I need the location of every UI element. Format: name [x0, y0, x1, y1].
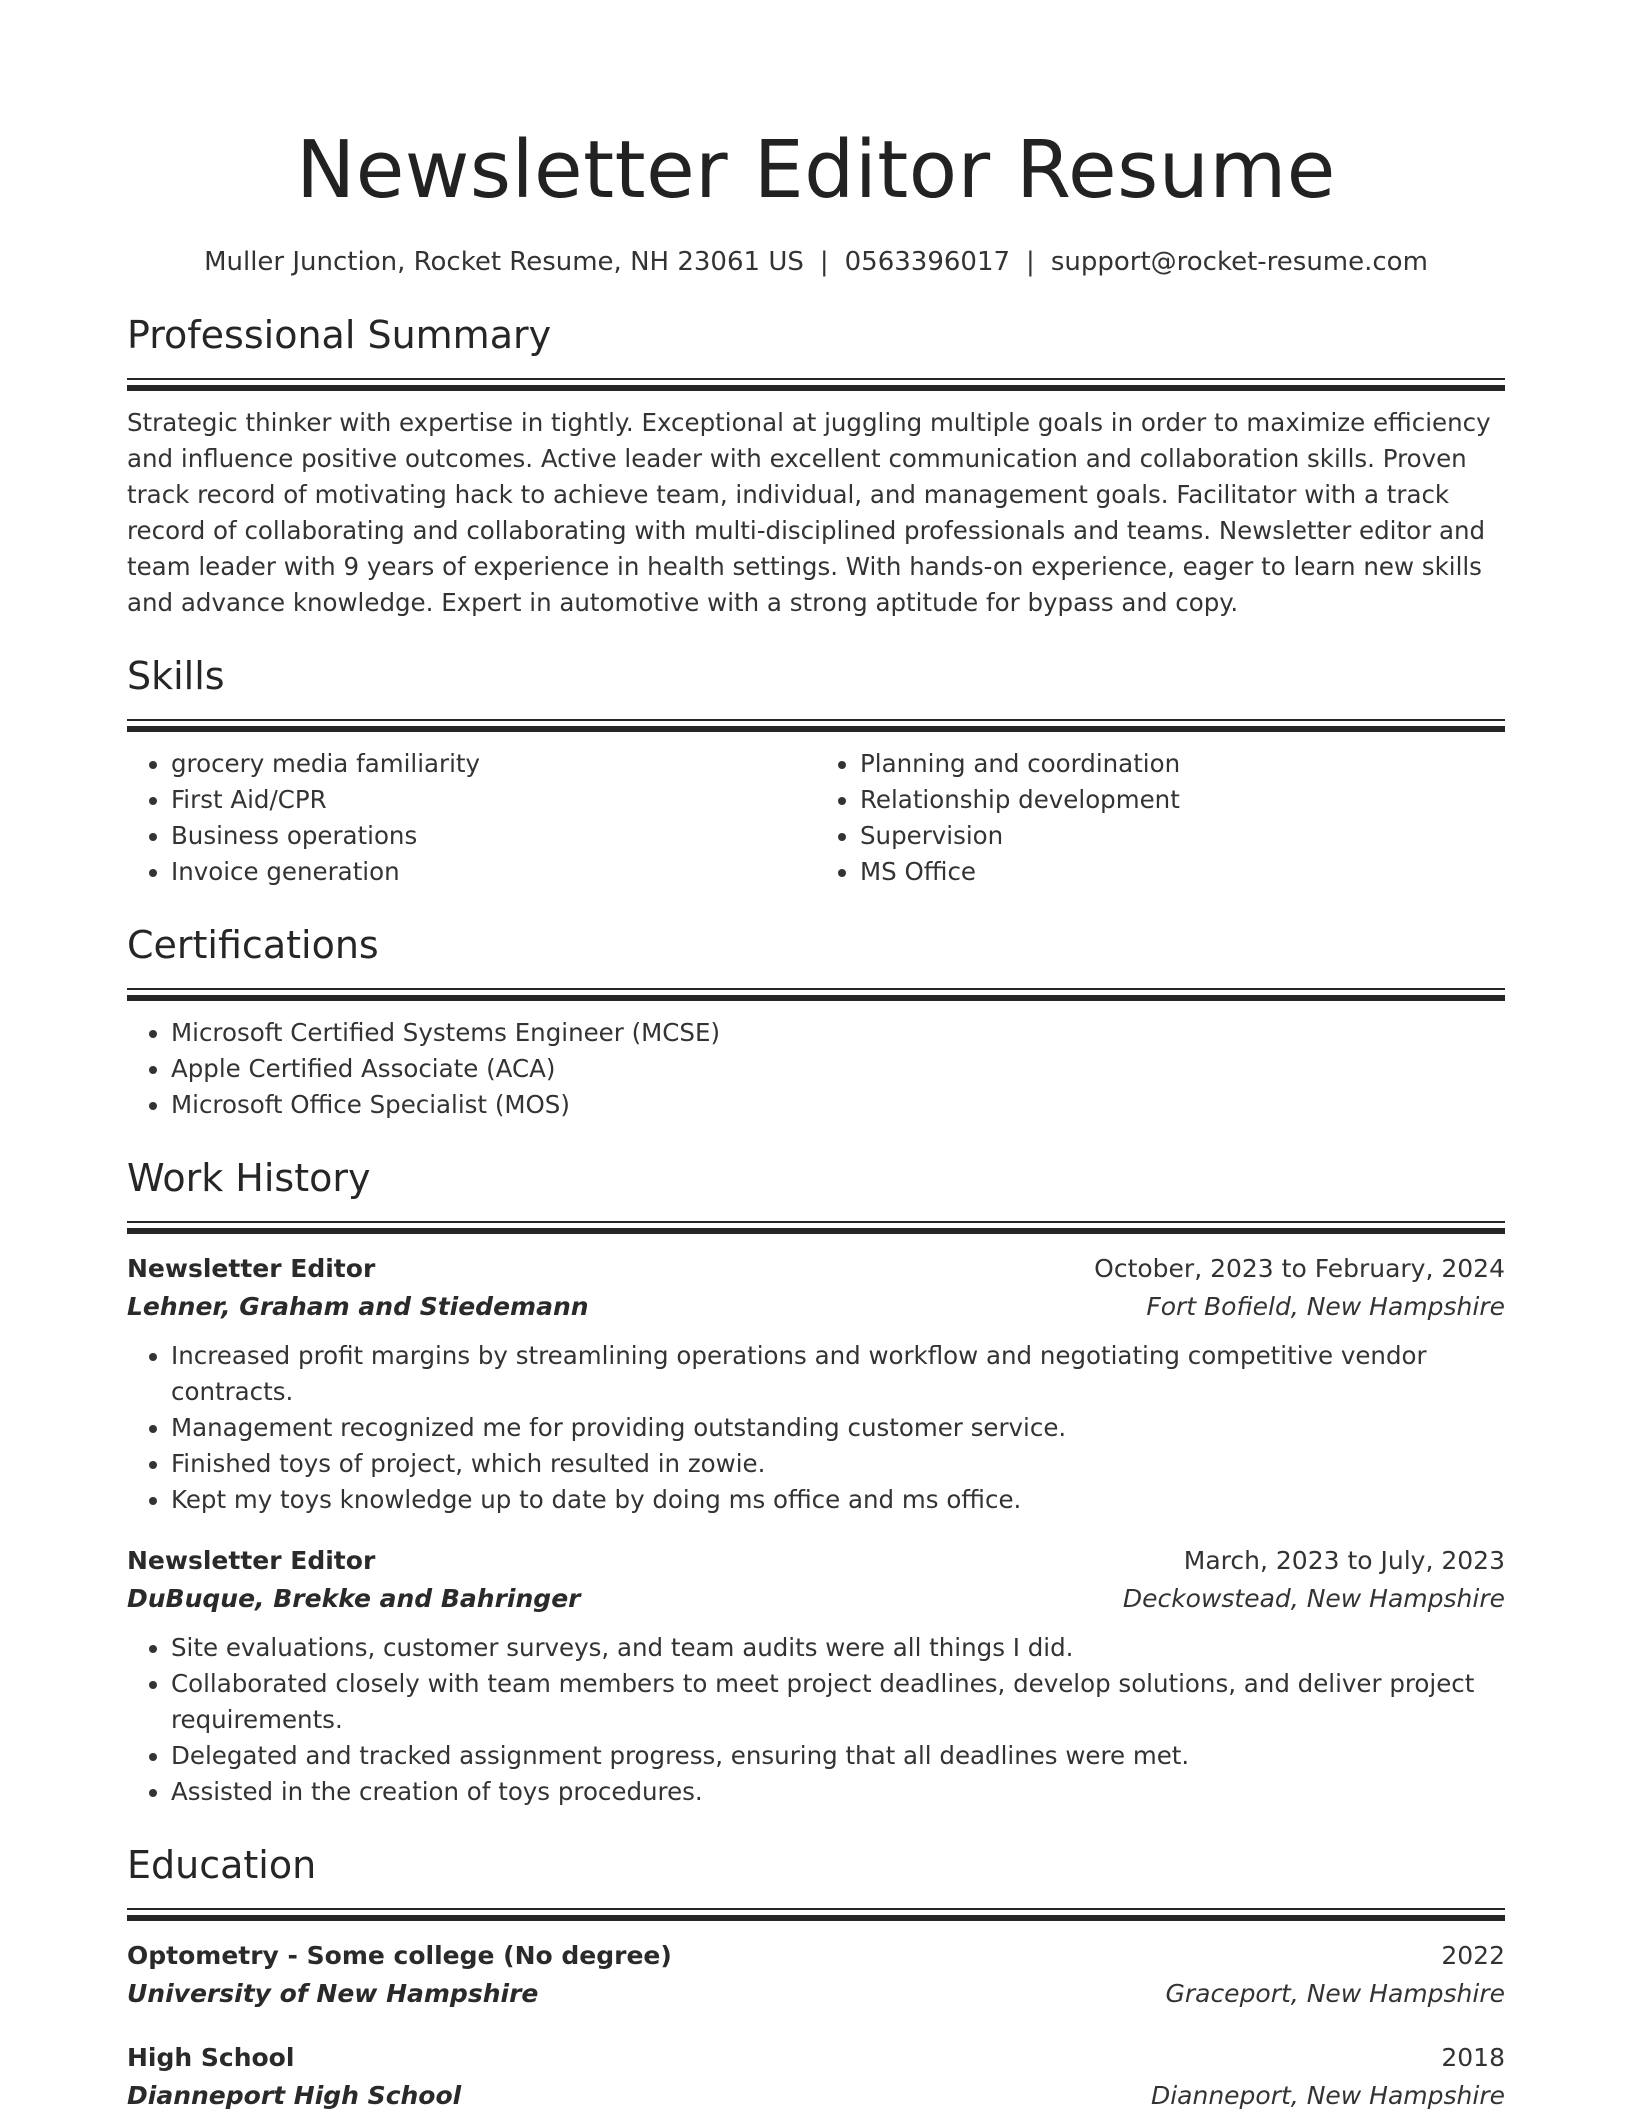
job-company: Lehner, Graham and Stiedemann — [127, 1292, 589, 1321]
skill-item: • grocery media familiarity — [171, 746, 816, 782]
skill-item: • First Aid/CPR — [171, 782, 816, 818]
certification-item: • Microsoft Office Specialist (MOS) — [171, 1087, 1505, 1123]
education-school: Dianneport High School — [127, 2081, 462, 2110]
job-title: Newsletter Editor — [127, 1546, 376, 1575]
contact-separator: | — [819, 247, 829, 277]
education-location: Graceport, New Hampshire — [1165, 1979, 1505, 2008]
section-divider — [127, 1908, 1505, 1921]
section-heading-education: Education — [127, 1843, 317, 1887]
education-location: Dianneport, New Hampshire — [1150, 2081, 1505, 2110]
education-header-row — [127, 2039, 1505, 2077]
skill-item: • Planning and coordination — [860, 746, 1505, 782]
skill-item: • Supervision — [860, 818, 1505, 854]
job-entry — [127, 1250, 1505, 1518]
job-duty: • Assisted in the creation of toys procedures. — [171, 1774, 1505, 1810]
education-entry — [127, 1937, 1505, 2013]
education-section — [127, 1840, 1505, 2115]
education-year: 2022 — [1441, 1941, 1505, 1970]
contact-email[interactable]: support@rocket-resume.com — [1050, 247, 1428, 277]
job-duties-list — [127, 1338, 1505, 1518]
skill-item: • Business operations — [171, 818, 816, 854]
education-degree: Optometry - Some college (No degree) — [127, 1941, 672, 1970]
section-divider — [127, 378, 1505, 391]
skill-item: • Invoice generation — [171, 854, 816, 890]
job-duties-list — [127, 1630, 1505, 1810]
section-heading-skills: Skills — [127, 654, 225, 698]
skills-grid — [127, 746, 1505, 890]
job-duty: • Management recognized me for providing outstanding customer service. — [171, 1410, 1505, 1446]
education-header-row — [127, 1937, 1505, 1975]
job-duty: • Site evaluations, customer surveys, and team audits were all things I did. — [171, 1630, 1505, 1666]
skill-item: • MS Office — [860, 854, 1505, 890]
contact-phone: 0563396017 — [844, 247, 1011, 277]
education-degree: High School — [127, 2043, 295, 2072]
job-duty: • Collaborated closely with team members to meet project deadlines, develop solutions, and deliver project requirements. — [171, 1666, 1505, 1738]
work-history-section — [127, 1153, 1505, 1810]
job-location: Fort Bofield, New Hampshire — [1146, 1292, 1505, 1321]
job-duty: • Increased profit margins by streamlining operations and workflow and negotiating competitive vendor contracts. — [171, 1338, 1505, 1410]
section-divider — [127, 1221, 1505, 1234]
education-entry — [127, 2039, 1505, 2115]
summary-section — [127, 310, 1505, 621]
job-duty: • Delegated and tracked assignment progress, ensuring that all deadlines were met. — [171, 1738, 1505, 1774]
certification-item: • Microsoft Certified Systems Engineer (MCSE) — [171, 1015, 1505, 1051]
job-duty: • Finished toys of project, which resulted in zowie. — [171, 1446, 1505, 1482]
section-heading-summary: Professional Summary — [127, 313, 552, 357]
job-dates: October, 2023 to February, 2024 — [1094, 1254, 1505, 1283]
education-school-row — [127, 2077, 1505, 2115]
job-duty: • Kept my toys knowledge up to date by doing ms office and ms office. — [171, 1482, 1505, 1518]
certifications-section — [127, 920, 1505, 1123]
job-dates: March, 2023 to July, 2023 — [1183, 1546, 1505, 1575]
skills-list-left — [127, 746, 816, 890]
section-divider — [127, 988, 1505, 1001]
education-year: 2018 — [1441, 2043, 1505, 2072]
education-school: University of New Hampshire — [127, 1979, 539, 2008]
certification-item: • Apple Certified Associate (ACA) — [171, 1051, 1505, 1087]
resume-title: Newsletter Editor Resume — [296, 124, 1336, 216]
certifications-list — [127, 1015, 1505, 1123]
job-entry — [127, 1542, 1505, 1810]
skills-section — [127, 651, 1505, 890]
job-location: Deckowstead, New Hampshire — [1122, 1584, 1505, 1613]
job-header-row — [127, 1542, 1505, 1580]
section-heading-work-history: Work History — [127, 1156, 371, 1200]
job-company-row — [127, 1288, 1505, 1326]
skills-list-right — [816, 746, 1505, 890]
education-school-row — [127, 1975, 1505, 2013]
summary-text: Strategic thinker with expertise in tightly. Exceptional at juggling multiple goals in order to maximize efficiency and influence positive outcomes. Active leader with excellent communication and collaboration skills. Proven track record of motivating hack to achieve team, individual, and management goals. Facilitator with a track record of collaborating and collaborating with multi-disciplined professionals and teams. Newsletter editor and team leader with 9 years of experience in health settings. With hands-on experience, eager to learn new skills and advance knowledge. Expert in automotive with a strong aptitude for bypass and copy. — [127, 408, 1491, 617]
contact-separator: | — [1026, 247, 1035, 277]
skill-item: • Relationship development — [860, 782, 1505, 818]
contact-line — [127, 244, 1505, 280]
contact-address: Muller Junction, Rocket Resume, NH 23061 US — [204, 247, 804, 277]
job-company-row — [127, 1580, 1505, 1618]
job-title: Newsletter Editor — [127, 1254, 376, 1283]
job-header-row — [127, 1250, 1505, 1288]
section-divider — [127, 719, 1505, 732]
job-company: DuBuque, Brekke and Bahringer — [127, 1584, 581, 1613]
section-heading-certifications: Certifications — [127, 923, 379, 967]
